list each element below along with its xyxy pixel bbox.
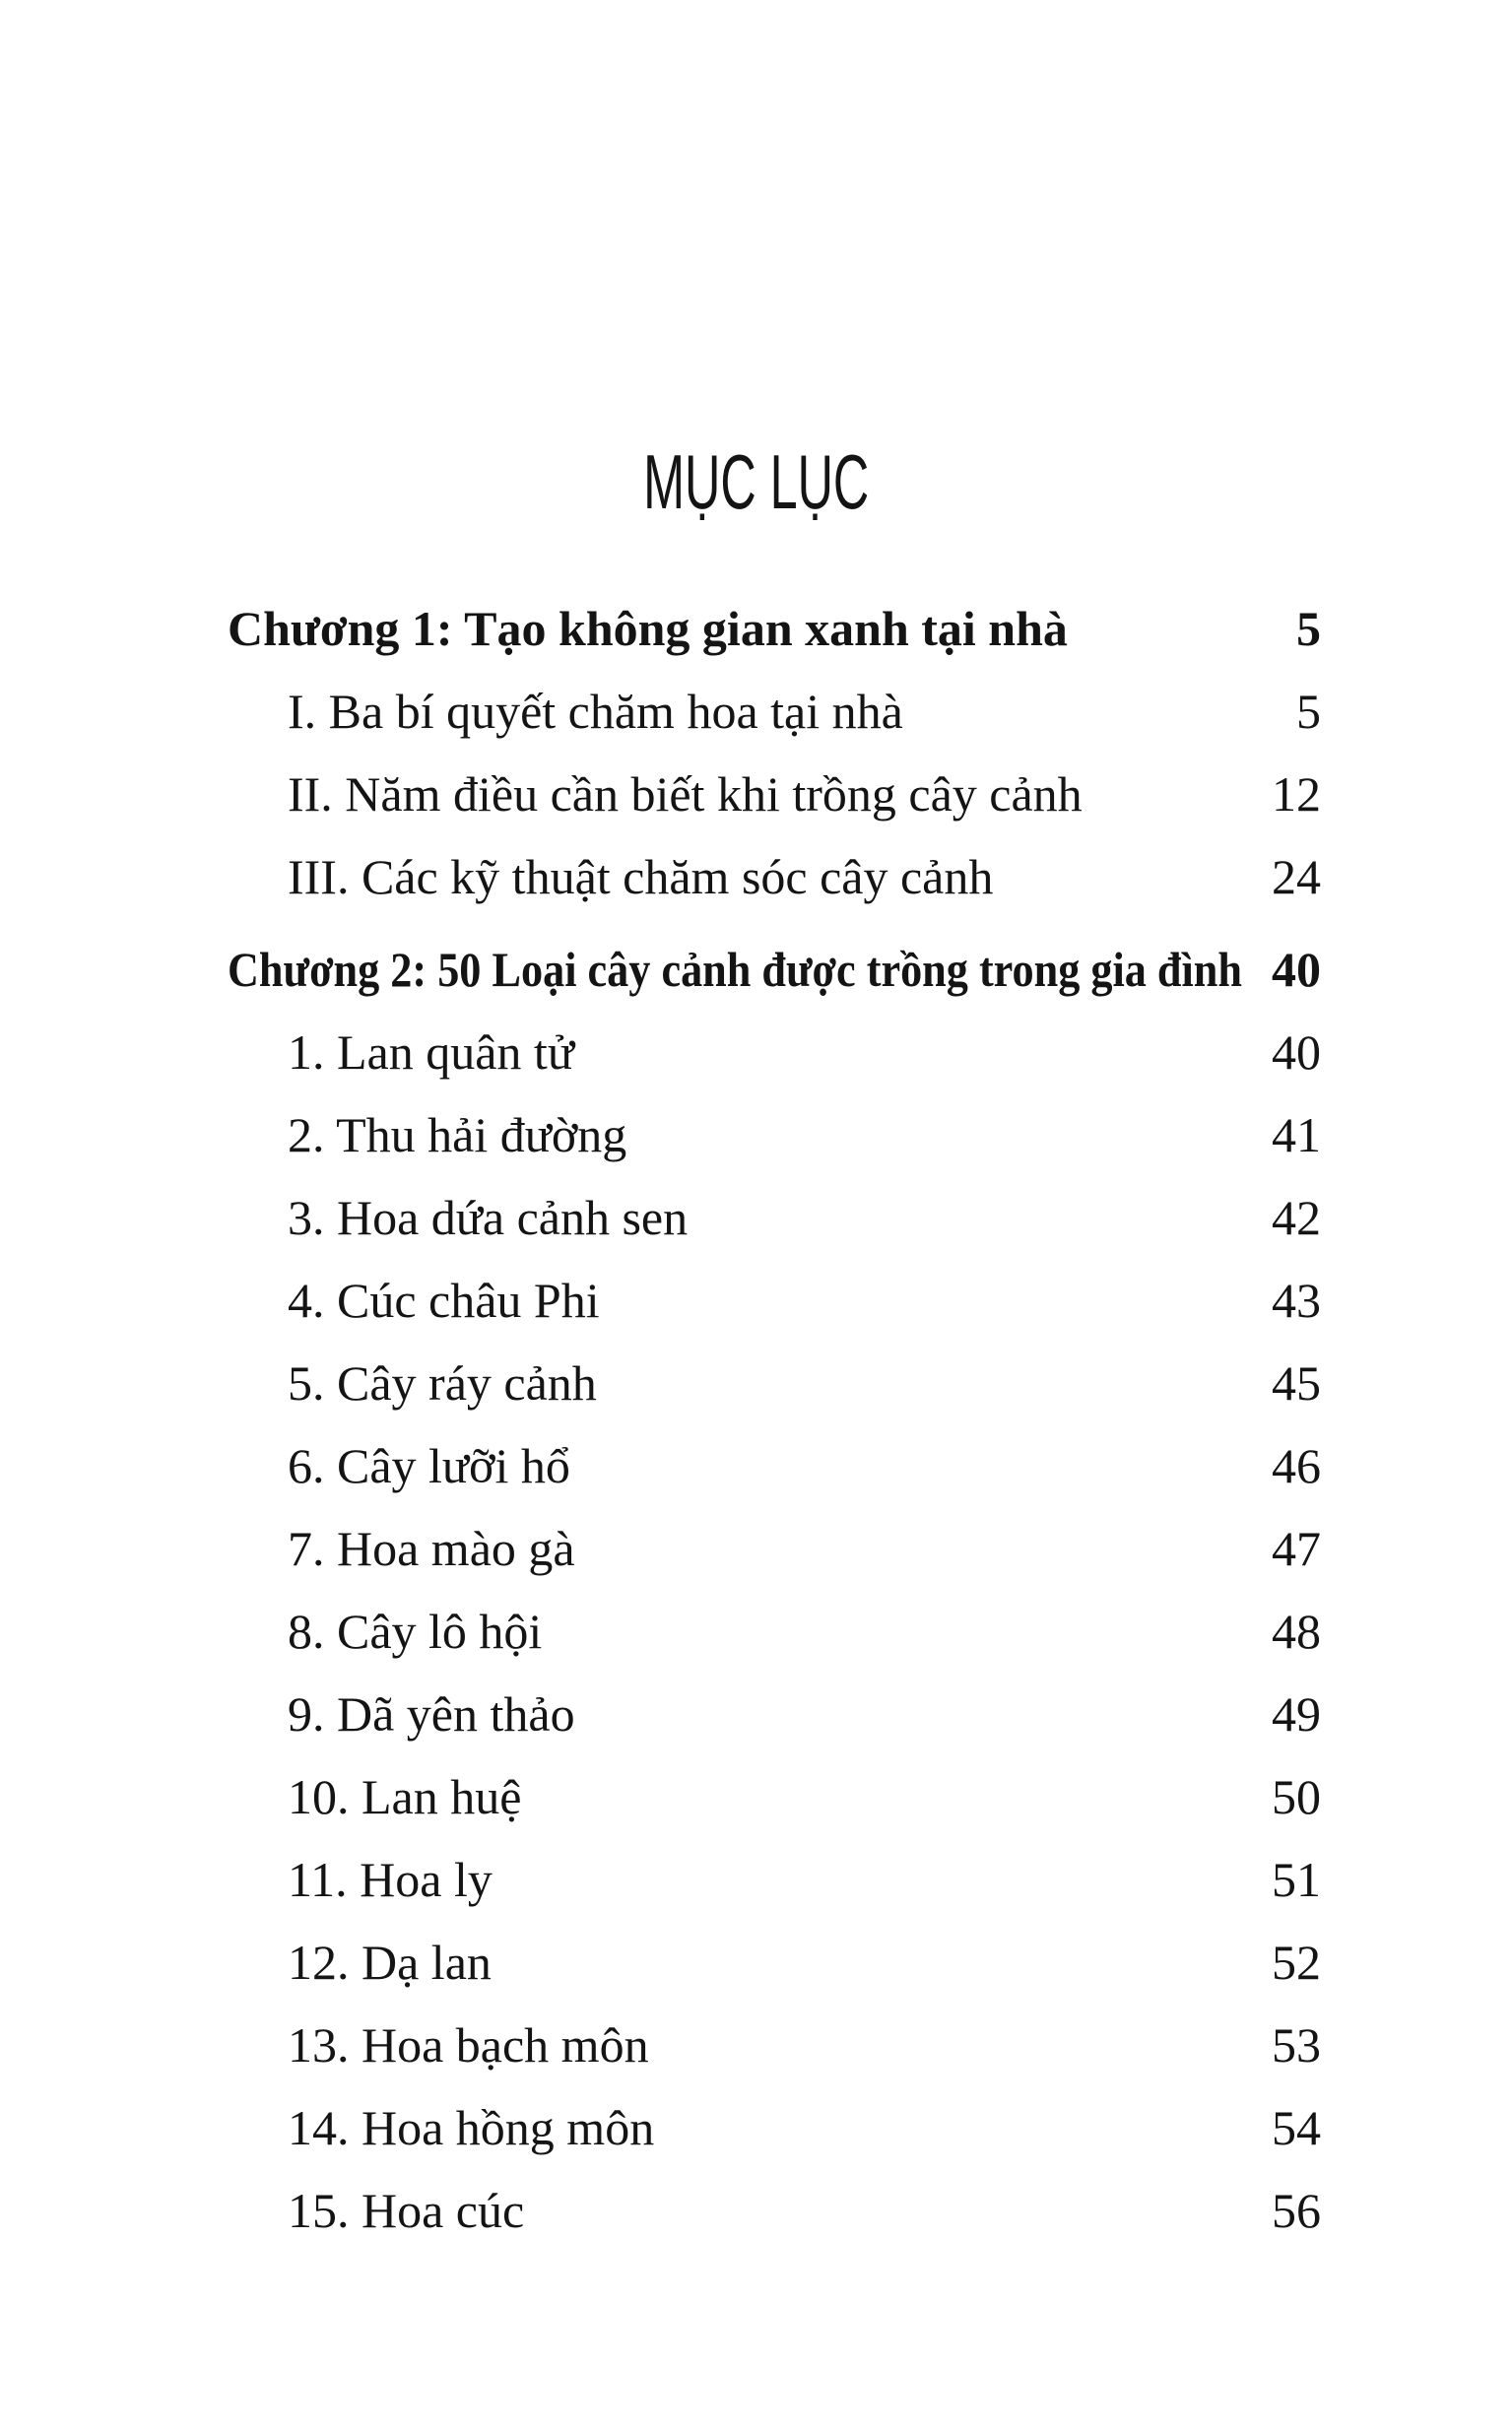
toc-entry [228, 1103, 1321, 1166]
toc-page [0, 51, 1512, 2436]
toc-entry [228, 680, 1321, 743]
toc-entry-label: II. Năm điều cần biết khi trồng cây cảnh [288, 766, 1083, 823]
toc-entry-label: 6. Cây lưỡi hổ [288, 1438, 570, 1494]
toc-entry-label: 15. Hoa cúc [288, 2183, 525, 2239]
toc-entry-label: 3. Hoa dứa cảnh sen [288, 1190, 689, 1246]
toc-entry [228, 1600, 1321, 1663]
toc-entry [228, 1269, 1321, 1332]
toc-entry-label: III. Các kỹ thuật chăm sóc cây cảnh [288, 849, 994, 905]
toc-entry-label: 13. Hoa bạch môn [288, 2017, 649, 2074]
toc-sections [228, 597, 1321, 2242]
toc-entry-label: 8. Cây lô hội [288, 1604, 543, 1660]
toc-entry-page-number: 52 [1272, 1935, 1321, 1991]
toc-chapter-heading [228, 597, 1321, 660]
toc-section [228, 938, 1321, 2242]
toc-entry [228, 2179, 1321, 2242]
toc-entry-page-number: 43 [1272, 1273, 1321, 1329]
toc-entry [228, 2096, 1321, 2159]
toc-section [228, 597, 1321, 908]
toc-entry-label: 9. Dã yên thảo [288, 1686, 575, 1743]
toc-entry-label: 4. Cúc châu Phi [288, 1273, 600, 1329]
toc-entry-label: Chương 1: Tạo không gian xanh tại nhà [228, 601, 1068, 657]
toc-entry-page-number: 40 [1272, 942, 1321, 998]
toc-entry-page-number: 41 [1272, 1107, 1321, 1163]
toc-entry-label: 7. Hoa mào gà [288, 1521, 575, 1577]
toc-entry-page-number: 5 [1296, 684, 1321, 740]
toc-entry-page-number: 48 [1272, 1604, 1321, 1660]
toc-entry-page-number: 45 [1272, 1355, 1321, 1412]
toc-entry-label: 1. Lan quân tử [288, 1024, 574, 1081]
toc-entry [228, 2013, 1321, 2076]
toc-entry [228, 1517, 1321, 1580]
toc-entry [228, 1020, 1321, 1084]
toc-entry-page-number: 51 [1272, 1852, 1321, 1908]
toc-entry-page-number: 50 [1272, 1769, 1321, 1825]
page-title-text: MỤC LỤC [642, 438, 870, 526]
toc-entry [228, 1765, 1321, 1828]
toc-entry-page-number: 40 [1272, 1024, 1321, 1081]
page-title [0, 51, 1512, 526]
toc-entry-page-number: 46 [1272, 1438, 1321, 1494]
toc-entry-page-number: 12 [1272, 766, 1321, 823]
toc-entry-page-number: 53 [1272, 2017, 1321, 2074]
toc-entry-page-number: 56 [1272, 2183, 1321, 2239]
toc-entry [228, 1351, 1321, 1415]
toc-entry-label: 10. Lan huệ [288, 1769, 522, 1825]
toc-entry-label: 11. Hoa ly [288, 1852, 493, 1908]
toc-entry-label: 2. Thu hải đường [288, 1107, 627, 1163]
toc-entry-page-number: 42 [1272, 1190, 1321, 1246]
toc-entry [228, 762, 1321, 825]
toc-entry [228, 1931, 1321, 1994]
toc-chapter-heading [228, 938, 1321, 1001]
toc-entry-page-number: 47 [1272, 1521, 1321, 1577]
toc-entry [228, 1186, 1321, 1249]
toc-entry-label: I. Ba bí quyết chăm hoa tại nhà [288, 684, 903, 740]
toc-entry [228, 1848, 1321, 1911]
toc-entry-label: Chương 2: 50 Loại cây cảnh được trồng trong gia đình [228, 942, 1242, 998]
toc-entry-page-number: 24 [1272, 849, 1321, 905]
toc-entry-page-number: 5 [1296, 601, 1321, 657]
toc-entry-page-number: 49 [1272, 1686, 1321, 1743]
toc-entry [228, 845, 1321, 908]
toc-entry-label: 5. Cây ráy cảnh [288, 1355, 597, 1412]
toc-entry-page-number: 54 [1272, 2100, 1321, 2156]
toc-entry-label: 14. Hoa hồng môn [288, 2100, 655, 2156]
toc-entry [228, 1682, 1321, 1745]
toc-entry [228, 1434, 1321, 1497]
toc-entry-label: 12. Dạ lan [288, 1935, 492, 1991]
